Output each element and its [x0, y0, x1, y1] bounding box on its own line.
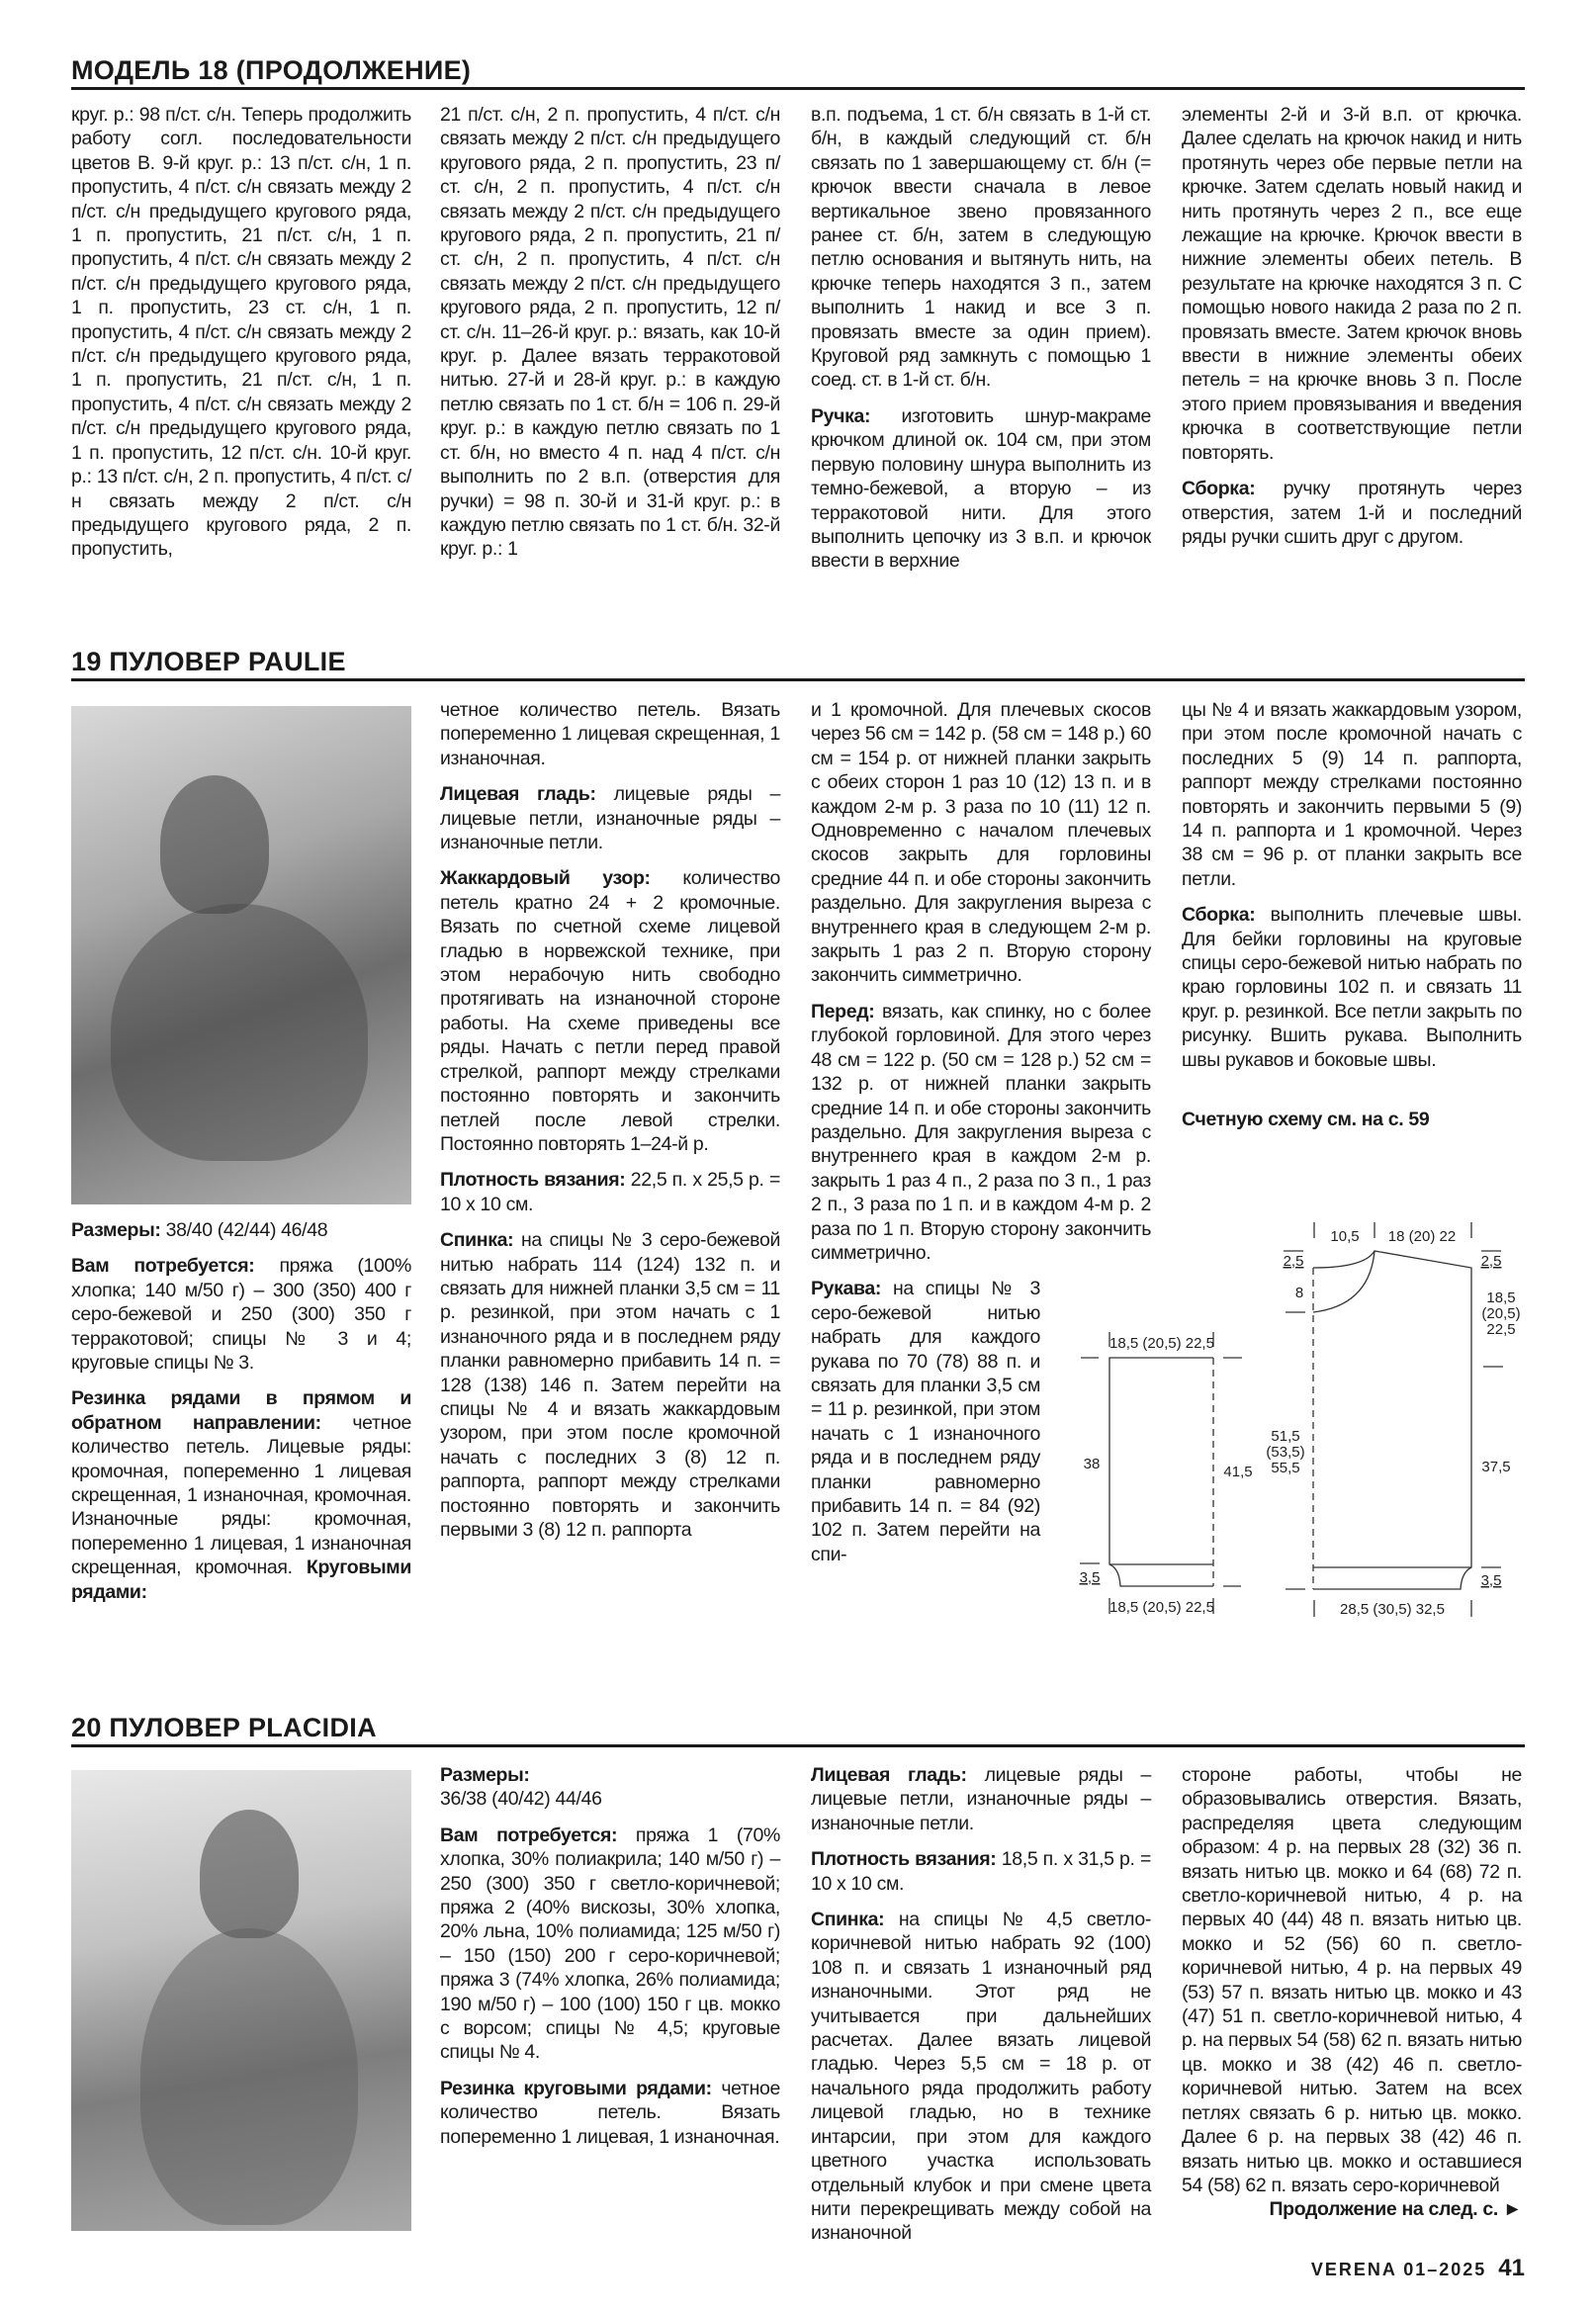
rib-pattern — [440, 2077, 780, 2149]
text: лицевые ряды – лицевые петли, изнаночные ряды – изнаночные петли. — [811, 1764, 1152, 1834]
side-length: 37,5 — [1481, 1459, 1511, 1475]
materials — [440, 1824, 780, 2065]
model19-column-1 — [71, 1218, 411, 1616]
length-3: 55,5 — [1271, 1460, 1300, 1476]
body-band-height: 3,5 — [1480, 1572, 1502, 1589]
paragraph: элементы 2-й и 3-й в.п. от крючка. Далее сделать на крючок накид и нить протянуть через обе первые петли на крючке. Затем сделать новый накид и нить протянуть через 2 п., все еще лежащие на крючке. Крючок ввести в нижние элементы обеих петель. В результате на крючке находятся 3 п. С помощью нового накида 2 раза по 2 п. провязать вместе. Затем крючок вновь ввести в нижние элементы обеих петель = на крючке вновь 3 п. После этого прием провязывания и введения крючка в соответствующие петли повторять. — [1182, 104, 1522, 464]
text: лицевые ряды – лицевые петли, изнаночные ряды – изнаночные петли. — [440, 783, 781, 854]
stockinette — [440, 782, 780, 854]
label: Размеры: — [71, 1219, 161, 1241]
shoulder-drop-right: 2,5 — [1480, 1253, 1502, 1270]
shoulder-drop-left: 2,5 — [1283, 1253, 1304, 1270]
sleeve-top-width: 18,5 (20,5) 22,5 — [1109, 1335, 1214, 1352]
text: на спицы № 3 серо-бежевой нитью набрать 114 (124) 132 п. и связать для нижней планки 3,5 см = 11 р. резинкой, при этом начать с 1 изнаночного ряда и в последнем ряду планки равномерно прибавить 14 п. = 128 (138) 146 п. Затем перейти на спицы № 4 и вязать жаккардовым узором, при этом после кромочной начать с последних 3 (8) 12 п. раппорта, раппорт между стрелками постоянно повторять и закончить первыми 3 (8) 12 п. раппорта — [440, 1229, 780, 1541]
text: изготовить шнур-макраме крючком длиной ок. 104 см, при этом первую половину шнура выполнить из темно-бежевой, а вторую – из терракотовой нити. Для этого выполнить цепочку из 3 в.п. и крючок ввести в верхние — [811, 404, 1151, 573]
length-1: 51,5 — [1271, 1428, 1300, 1445]
model18-column-1 — [71, 103, 411, 574]
materials — [71, 1254, 411, 1375]
section-rule — [71, 1744, 1525, 1747]
sleeve-band-height: 3,5 — [1079, 1569, 1101, 1586]
page-footer — [1311, 2255, 1525, 2282]
text: на спицы № 3 серо-бежевой нитью набрать для каждого рукава по 70 (78) 88 п. и связать для планки 3,5 см = 11 р. резинкой, при этом начать с 1 изнаночного ряда и в последнем ряду планки равномерно прибавить 14 п. = 84 (92) 102 п. Затем перейти на спи- — [811, 1278, 1040, 1565]
stockinette — [811, 1763, 1151, 1835]
label: Лицевая гладь: — [440, 783, 596, 806]
model-19-photo — [71, 706, 411, 1204]
gauge — [440, 1168, 780, 1216]
paragraph: цы № 4 и вязать жаккардовым узором, при этом после кромочной начать с последних 5 (9) 14 п. раппорта, раппорт между стрелками постоянно повторять и закончить первыми 5 (9) 14 п. раппорта и 1 кромочной. Через 38 см = 96 р. от планки закрыть все петли. — [1182, 699, 1522, 890]
paragraph: и 1 кромочной. Для плечевых скосов через 56 см = 142 р. (58 см = 148 р.) 60 см = 154 р. от нижней планки закрыть с обеих сторон 1 раз 10 (12) 13 п. и в каждом 2-м р. 3 раза по 10 (11) 12 п. Одновременно с началом плечевых скосов закрыть для горловины средние 44 п. и обе стороны закончить раздельно. Для закругления выреза с внутреннего края в следующем 2-м р. закрыть 1 раз 2 п. Вторую сторону закончить симметрично. — [811, 699, 1151, 987]
sleeve-bottom-width: 18,5 (20,5) 22,5 — [1109, 1599, 1214, 1616]
armhole-3: 22,5 — [1486, 1321, 1516, 1338]
label: Размеры: — [440, 1764, 530, 1786]
model18-column-4 — [1182, 103, 1522, 561]
photo-sweater — [140, 1928, 358, 2225]
label: Резинка круговыми рядами: — [440, 2077, 712, 2099]
photo-sweater — [111, 904, 368, 1161]
model18-column-3 — [811, 103, 1151, 585]
model20-column-3 — [811, 1763, 1151, 2258]
label: Плотность вязания: — [811, 1848, 997, 1871]
armhole-1: 18,5 — [1486, 1290, 1516, 1306]
label: Спинка: — [811, 1909, 885, 1931]
label: Спинка: — [440, 1229, 514, 1252]
armhole-2: (20,5) — [1481, 1305, 1521, 1322]
paragraph-assembly — [1182, 477, 1522, 549]
label: Лицевая гладь: — [811, 1764, 967, 1786]
assembly — [1182, 903, 1522, 1072]
continued-link[interactable]: Продолжение на след. с. ► — [1269, 2198, 1522, 2221]
model19-column-4 — [1182, 698, 1522, 1144]
model18-column-2 — [440, 103, 780, 574]
sleeve-total-length: 41,5 — [1223, 1464, 1253, 1480]
neck-half-width: 10,5 — [1330, 1228, 1360, 1245]
photo-figure — [160, 775, 269, 914]
magazine-issue: VERENA 01–2025 — [1310, 2260, 1487, 2279]
label: Перед: — [811, 1000, 875, 1023]
sleeve-outline — [1109, 1358, 1213, 1586]
length-2: (53,5) — [1266, 1444, 1305, 1461]
text: четное количество петель. Вязать попеременно 1 лицевая, 1 изнаночная. — [440, 2077, 781, 2148]
neck-depth: 8 — [1294, 1285, 1304, 1301]
text: вязать, как спинку, но с более глубокой горловиной. Для этого через 48 см = 122 р. (50 см = 128 р.) 52 см = 132 р. от нижней планки закрыть средние 14 п. и обе стороны закончить раздельно. Для закругления выреза с внутреннего края в каждом 2-м р. закрыть 1 раз 4 п., 2 раза по 3 п., 1 раз 2 п., 3 раза по 1 п. и в каждом 4-м р. 2 раза по 1 п. Вторую сторону закончить симметрично. — [811, 1000, 1151, 1264]
section-title-model-19: 19 ПУЛОВЕР PAULIE — [71, 647, 346, 676]
section-rule — [71, 678, 1525, 681]
section-rule — [71, 87, 1525, 90]
text: пряжа 1 (70% хлопка, 30% полиакрила; 140 м/50 г) – 250 (300) 350 г светло-коричневой; пряжа 2 (40% вискозы, 30% хлопка, 20% льна, 10% полиамида; 125 м/50 г) – 150 (150) 200 г серо-коричневой; пряжа 3 (74% хлопка, 26% полиамида; 190 м/50 г) – 100 (100) 150 г цв. мокко с ворсом; спицы № 4,5; круговые спицы № 4. — [440, 1824, 780, 2064]
paragraph: круг. р.: 98 п/ст. с/н. Теперь продолжить работу согл. последовательности цветов В. 9-й круг. р.: 13 п/ст. с/н, 1 п. пропустить, 4 п/ст. с/н связать между 2 п/ст. с/н предыдущего кругового ряда, 1 п. пропустить, 21 п/ст. с/н, 1 п. пропустить, 4 п/ст. с/н связать между 2 п/ст. с/н предыдущего кругового ряда, 1 п. пропустить, 23 ст. с/н, 1 п. пропустить, 4 п/ст. с/н связать между 2 п/ст. с/н предыдущего кругового ряда, 1 п. пропустить, 21 п/ст. с/н, 1 п. пропустить, 4 п/ст. с/н связать между 2 п/ст. с/н предыдущего кругового ряда, 1 п. пропустить, 12 п/ст. с/н. 10-й круг. р.: 13 п/ст. с/н, 2 п. пропустить, 4 п/ст. с/н связать между 2 п/ст. с/н предыдущего кругового ряда, 2 п. пропустить, — [71, 104, 411, 561]
text: четное количество петель. Лицевые ряды: кромочная, попеременно 1 лицевая скрещенная, 1 изнаночная, кромочная. Изнаночные ряды: кромочная, попеременно 1 лицевая, 1 изнаночная скрещенная, кромочная. — [71, 1411, 411, 1579]
paragraph: в.п. подъема, 1 ст. б/н связать в 1-й ст. б/н, в каждый следующий ст. б/н связать по 1 завершающему ст. б/н (= крючок ввести сначала в левое вертикальное звено провязанного ранее ст. б/н, затем в следующую петлю основания и вытянуть нить, на крючке теперь находятся 3 п., затем выполнить 1 накид и все 3 п. провязать вместе за один прием). Круговой ряд замкнуть с помощью 1 соед. ст. в 1-й ст. б/н. — [811, 104, 1151, 392]
paragraph: четное количество петель. Вязать попеременно 1 лицевая скрещенная, 1 изнаночная. — [440, 699, 780, 769]
back — [440, 1228, 780, 1542]
label: Круговыми рядами: — [71, 1557, 411, 1603]
label: Вам потребуется: — [71, 1255, 255, 1278]
text: 18,5 п. х 31,5 р. = 10 х 10 см. — [811, 1848, 1151, 1895]
model-20-photo — [71, 1770, 411, 2231]
section-title-model-18: МОДЕЛЬ 18 (ПРОДОЛЖЕНИЕ) — [71, 55, 472, 85]
rib-pattern — [71, 1386, 411, 1604]
sizes — [440, 1763, 780, 1812]
neckline-curve — [1313, 1251, 1374, 1312]
gauge — [811, 1847, 1151, 1896]
paragraph: стороне работы, чтобы не образовывались отверстия. Вязать, распределяя цвета следующим образом: 4 р. на первых 28 (32) 36 п. вязать нитью цв. мокко и 64 (68) 72 п. светло-коричневой нитью, 4 р. на первых 40 (44) 48 п. вязать нитью цв. мокко и 52 (56) 60 п. светло-коричневой нитью, 4 р. на первых 49 (53) 57 п. вязать нитью цв. мокко и 43 (47) 51 п. светло-коричневой нитью, 4 р. на первых 54 (58) 62 п. вязать нитью цв. мокко и 38 (42) 46 п. светло-коричневой нитью. Затем на всех петлях связать 6 р. нитью цв. мокко. Далее 6 р. на первых 38 (42) 46 п. вязать нитью цв. мокко и оставшиеся 54 (58) 62 п. вязать серо-коричневой — [1182, 1764, 1522, 2196]
shoulder-width: 18 (20) 22 — [1387, 1228, 1457, 1245]
text: количество петель кратно 24 + 2 кромочные. Вязать по счетной схеме лицевой гладью в норвежской технике, при этом нерабочую нить свободно протягивать на изнаночной стороне работы. На схеме приведены все ряды. Начать с петли перед правой стрелкой, раппорт между стрелками постоянно повторять и закончить петлей после левой стрелки. Постоянно повторять 1–24-й р. — [440, 867, 780, 1155]
text: выполнить плечевые швы. Для бейки горловины на круговые спицы серо-бежевой нитью набрать по краю горловины 102 п. и связать 11 круг. р. резинкой. Все петли закрыть по рисунку. Вшить рукава. Выполнить швы рукавов и боковые швы. — [1182, 904, 1522, 1071]
chart-reference: Счетную схему см. на с. 59 — [1182, 1109, 1430, 1131]
label: Жаккардовый узор: — [440, 867, 651, 890]
body-outline — [1313, 1251, 1471, 1589]
pattern-schematic — [1068, 1216, 1543, 1632]
sleeves — [811, 1277, 1040, 1566]
paragraph-handle — [811, 404, 1151, 574]
label: Сборка: — [1182, 478, 1256, 500]
back — [811, 1908, 1151, 2246]
page-number: 41 — [1498, 2255, 1525, 2281]
label: Резинка рядами в прямом и обратном направлении: — [71, 1387, 411, 1434]
body-half-width: 28,5 (30,5) 32,5 — [1340, 1601, 1445, 1618]
text: 36/38 (40/42) 44/46 — [440, 1788, 602, 1811]
text: ручку протянуть через отверстия, затем 1-й и последний ряды ручки сшить друг с другом. — [1182, 478, 1522, 548]
label: Ручка: — [811, 404, 871, 427]
label: Сборка: — [1182, 904, 1256, 927]
text: на спицы № 4,5 светло-коричневой нитью набрать 92 (100) 108 п. и связать 1 изнаночный ряд изнаночными. Этот ряд не учитывается при дальнейших расчетах. Далее вязать лицевой гладью. Через 5,5 см = 18 р. от начального ряда продолжить работу лицевой гладью, но в технике интарсии, при этом для каждого цветного участка использовать отдельный клубок и при смене цвета нити перекрещивать между собой на изнаночной — [811, 1909, 1151, 2245]
sizes — [71, 1218, 411, 1242]
model20-column-4 — [1182, 1763, 1522, 2222]
jacquard — [440, 866, 780, 1156]
photo-figure — [200, 1810, 299, 1938]
section-title-model-20: 20 ПУЛОВЕР PLACIDIA — [71, 1713, 377, 1742]
label: Рукава: — [811, 1278, 882, 1300]
label: Плотность вязания: — [440, 1169, 626, 1192]
text: 22,5 п. х 25,5 р. = 10 х 10 см. — [440, 1169, 780, 1215]
label: Вам потребуется: — [440, 1824, 618, 1846]
text: пряжа (100% хлопка; 140 м/50 г) – 300 (350) 400 г серо-бежевой и 250 (300) 350 г терракотовой; спицы № 3 и 4; круговые спицы № 3. — [71, 1255, 411, 1375]
model20-column-2 — [440, 1763, 780, 2161]
text: 38/40 (42/44) 46/48 — [160, 1219, 328, 1241]
paragraph: 21 п/ст. с/н, 2 п. пропустить, 4 п/ст. с/н связать между 2 п/ст. с/н предыдущего кругового ряда, 2 п. пропустить, 23 п/ст. с/н, 2 п. пропустить, 4 п/ст. с/н связать между 2 п/ст. с/н предыдущего кругового ряда, 2 п. пропустить, 21 п/ст. с/н, 2 п. пропустить, 4 п/ст. с/н связать между 2 п/ст. с/н предыдущего кругового ряда, 2 п. пропустить, 12 п/ст. с/н. 11–26-й круг. р.: вязать, как 10-й круг. р. Далее вязать терракотовой нитью. 27-й и 28-й круг. р.: в каждую петлю связать по 1 ст. б/н = 106 п. 29-й круг. р.: в каждую петлю связать по 1 ст. б/н, но вместо 4 п. над 4 п/ст. с/н выполнить по 2 в.п. (отверстия для ручки) = 98 п. 30-й и 31-й круг. р.: в каждую петлю связать по 1 ст. б/н. 32-й круг. р.: 1 — [440, 104, 780, 561]
model19-column-2 — [440, 698, 780, 1554]
sleeve-length: 38 — [1083, 1456, 1101, 1472]
